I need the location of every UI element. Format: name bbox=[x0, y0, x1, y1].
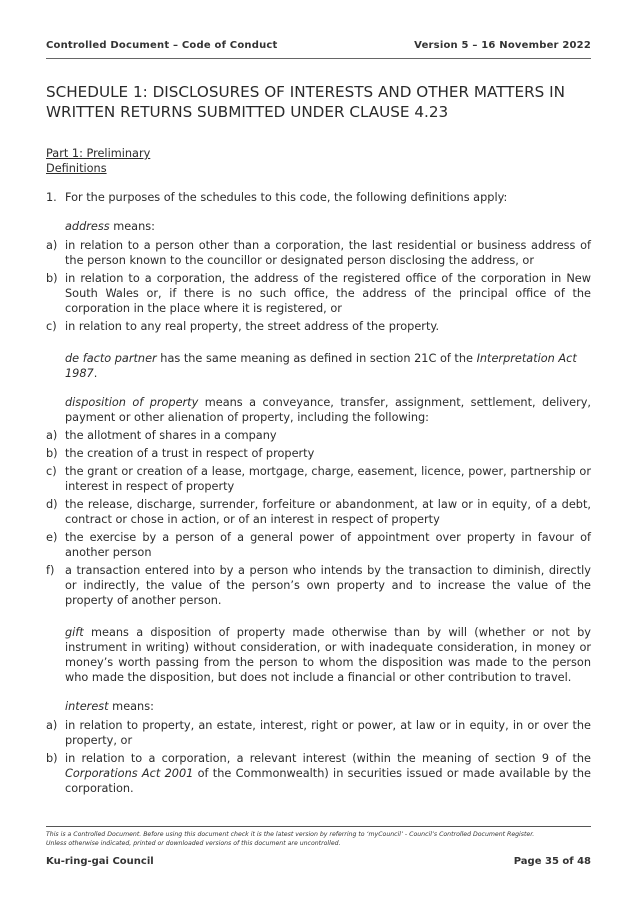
gift-text: means a disposition of property made otherwise than by will (whether or not by instrument in writing) without consideration, or with inadequate consideration, in money or money’s worth passing from the person to whom the disposition was made to the person who made the disposition, but does not include a financial or other contribution to travel. bbox=[65, 626, 591, 684]
item-text: in relation to property, an estate, interest, right or power, at law or in equity, in or over the property, or bbox=[65, 719, 591, 747]
disposition-text: means a conveyance, transfer, assignment, settlement, delivery, payment or other alienation of property, including the following: bbox=[65, 396, 591, 424]
term-gift: gift bbox=[65, 626, 84, 639]
term-disposition: disposition of property bbox=[65, 396, 199, 409]
item-key: b) bbox=[46, 752, 58, 765]
footer-divider bbox=[46, 826, 591, 827]
interest-b-pre: in relation to a corporation, a relevant interest (within the meaning of section 9 of the bbox=[65, 752, 591, 765]
item-text: the creation of a trust in respect of property bbox=[65, 447, 315, 460]
list-item bbox=[46, 718, 591, 748]
item-text: in relation to a person other than a corporation, the last residential or business address of the person known to the councillor or designated person disclosing the address, or bbox=[65, 239, 591, 267]
definition-interest bbox=[65, 699, 591, 714]
interpretation-act: Interpretation Act 1987 bbox=[65, 352, 577, 380]
term-de-facto-partner: de facto partner bbox=[65, 352, 157, 365]
notice-line-1: This is a Controlled Document. Before using this document check it is the latest version by referring to ‘myCouncil’ - Council’s Controlled Document Register. bbox=[46, 831, 535, 838]
item-key: a) bbox=[46, 239, 58, 252]
clause-1 bbox=[46, 190, 591, 205]
footer-organisation: Ku-ring-gai Council bbox=[46, 856, 154, 867]
term-interest: interest bbox=[65, 700, 109, 713]
interest-means: means: bbox=[108, 700, 154, 713]
header-version: Version 5 – 16 November 2022 bbox=[414, 40, 591, 51]
item-key: b) bbox=[46, 447, 58, 460]
de-facto-text: has the same meaning as defined in section 21C of the bbox=[156, 352, 477, 365]
item-key: a) bbox=[46, 429, 58, 442]
definitions-heading: Definitions bbox=[46, 162, 107, 175]
item-key: d) bbox=[46, 498, 58, 511]
item-text bbox=[65, 751, 591, 796]
address-means: means: bbox=[109, 220, 155, 233]
item-text: the release, discharge, surrender, forfeiture or abandonment, at law or in equity, of a debt, contract or chose in action, or of an interest in respect of property bbox=[65, 498, 591, 526]
header-divider bbox=[46, 58, 591, 59]
item-text: in relation to any real property, the street address of the property. bbox=[65, 320, 440, 333]
item-text: the allotment of shares in a company bbox=[65, 429, 277, 442]
page-header bbox=[46, 40, 591, 56]
corporations-act: Corporations Act 2001 bbox=[65, 767, 194, 780]
clause-text: For the purposes of the schedules to this code, the following definitions apply: bbox=[65, 191, 508, 204]
part-heading: Part 1: Preliminary bbox=[46, 147, 151, 160]
definition-disposition bbox=[65, 395, 591, 425]
list-item bbox=[46, 464, 591, 494]
item-text: the grant or creation of a lease, mortgage, charge, easement, licence, power, partnership or interest in respect of property bbox=[65, 465, 591, 493]
item-key: c) bbox=[46, 320, 57, 333]
term-address: address bbox=[65, 220, 110, 233]
list-item bbox=[46, 497, 591, 527]
list-item bbox=[46, 271, 591, 316]
item-key: f) bbox=[46, 564, 55, 577]
item-text: a transaction entered into by a person who intends by the transaction to diminish, directly or indirectly, the value of the person’s own property and to increase the value of the property of another person. bbox=[65, 564, 591, 607]
document-body bbox=[46, 146, 591, 799]
definition-gift bbox=[65, 625, 591, 685]
item-key: c) bbox=[46, 465, 57, 478]
page-number: Page 35 of 48 bbox=[513, 856, 591, 867]
item-text: in relation to a corporation, the address of the registered office of the corporation in New South Wales or, if there is no such office, the address of the principal office of the corporation in the place where it is registered, or bbox=[65, 272, 591, 315]
page-footer bbox=[46, 856, 591, 867]
item-key: e) bbox=[46, 531, 58, 544]
notice-line-2: Unless otherwise indicated, printed or downloaded versions of this document are uncontrolled. bbox=[46, 840, 341, 847]
item-key: a) bbox=[46, 719, 58, 732]
definition-de-facto-partner bbox=[65, 351, 591, 381]
item-key: b) bbox=[46, 272, 58, 285]
list-item bbox=[46, 428, 591, 443]
list-item bbox=[46, 446, 591, 461]
item-text: the exercise by a person of a general power of appointment over property in favour of another person bbox=[65, 531, 591, 559]
schedule-title: SCHEDULE 1: DISCLOSURES OF INTERESTS AND OTHER MATTERS IN WRITTEN RETURNS SUBMITTED UNDER CLAUSE 4.23 bbox=[46, 83, 565, 121]
header-document-title: Controlled Document – Code of Conduct bbox=[46, 40, 278, 51]
de-facto-end: . bbox=[93, 367, 98, 380]
controlled-document-notice bbox=[46, 830, 606, 848]
list-item bbox=[46, 751, 591, 796]
list-item bbox=[46, 238, 591, 268]
interest-b-post: of the Commonwealth) in securities issued or made available by the corporation. bbox=[65, 767, 591, 795]
list-item bbox=[46, 530, 591, 560]
list-item bbox=[46, 563, 591, 608]
definitions-list bbox=[46, 219, 591, 796]
clause-number: 1. bbox=[46, 191, 57, 204]
definition-address bbox=[65, 219, 591, 234]
list-item bbox=[46, 319, 591, 334]
